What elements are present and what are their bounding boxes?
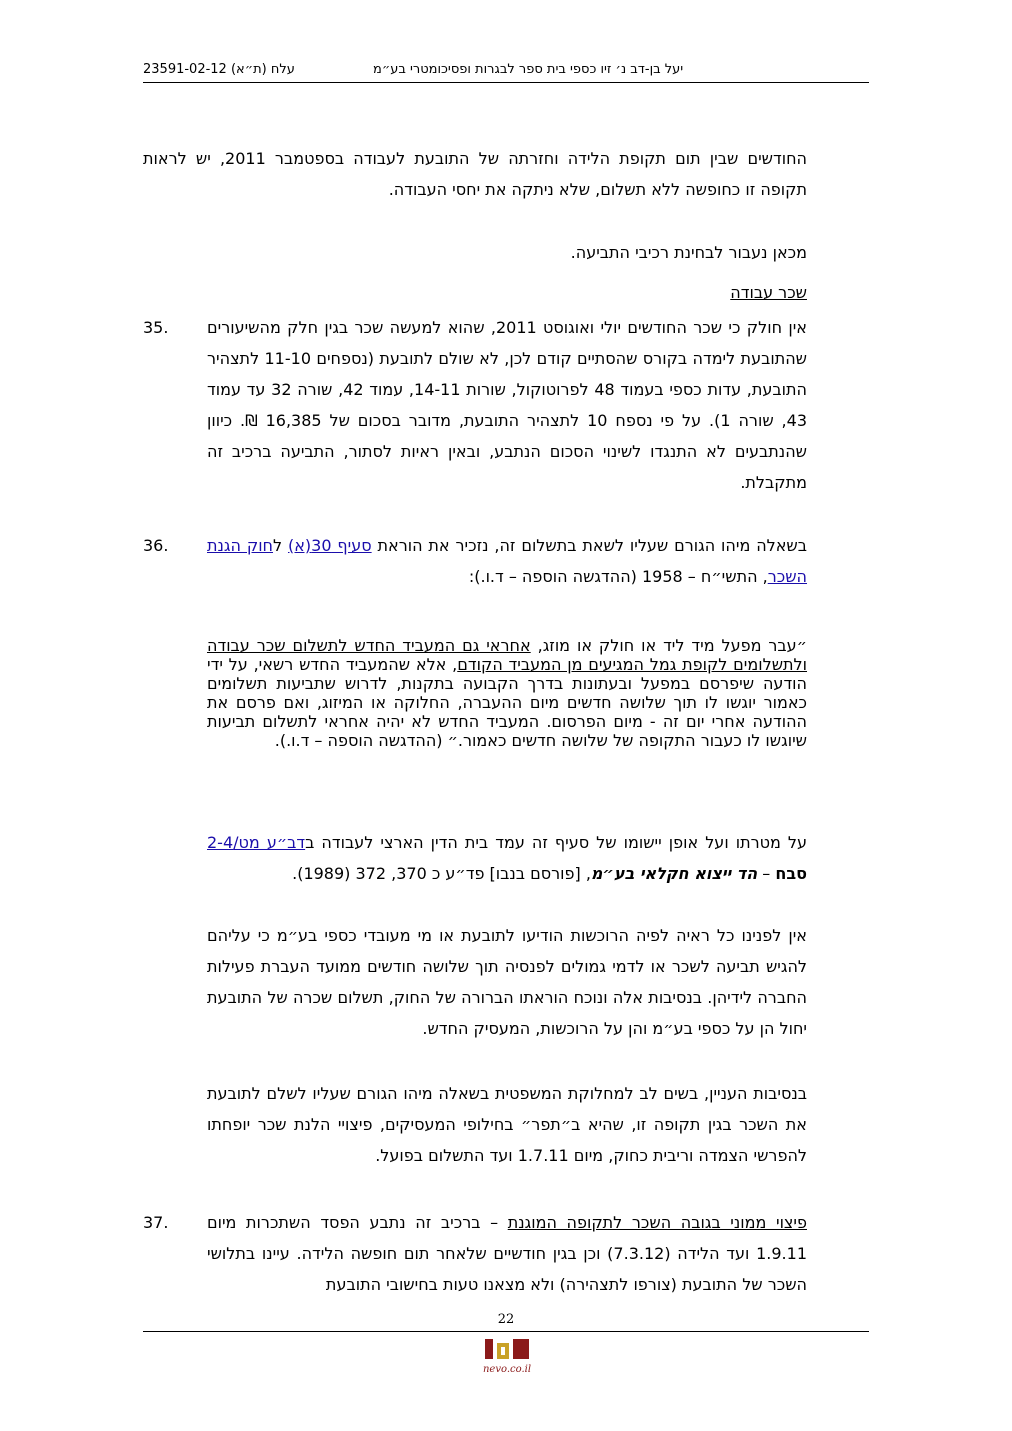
ruling-text-e: , [פורסם בנבו] פד״ע כ 370, 372 (1989). <box>292 864 591 883</box>
p36-text-a: בשאלה מיהו הגורם שעליו לשאת בתשלום זה, נזכיר את הוראת <box>371 536 808 555</box>
paragraph-number-35: 35. <box>143 318 169 337</box>
p36-text-b: ל <box>273 536 288 555</box>
p37-heading: פיצוי ממוני בגובה השכר לתקופה המוגנת <box>507 1213 807 1232</box>
ruling-citation <box>207 827 807 889</box>
logo-text: nevo.co.il <box>482 1364 532 1375</box>
intro-paragraph: החודשים שבין תום תקופת הלידה וחזרתה של התובעת לעבודה בספטמבר 2011, יש לראות תקופה זו כחופשה ללא תשלום, שלא ניתקה את יחסי העבודה. <box>143 149 807 199</box>
link-ruling[interactable]: דב״ע מט/2-4 <box>207 833 306 852</box>
paragraph-35: אין חולק כי שכר החודשים יולי ואוגוסט 2011, שהוא למעשה שכר בגין חלק מהשיעורים שהתובעת לימדה בקורס שהסתיים קודם לכן, לא שולם לתובעת (נספחים 11-10 לתצהיר התובעת, עדות כספי בעמוד 48 לפרוטוקול, שורות 14-11, עמוד 42, שורה 32 עד עמוד 43, שורה 1). על פי נספח 10 לתצהיר התובעת, מדובר בסכום של 16,385 ₪. כיוון שהנתבעים לא התנגדו לשינוי הסכום הנתבע, ובאין ראיות לסתור, התביעה ברכיב זה מתקבלת. <box>207 318 808 492</box>
paragraph-37 <box>207 1207 807 1300</box>
statute-quote <box>207 636 807 750</box>
quote-emphasis: אחראי גם המעביד החדש לתשלום שכר עבודה ולתשלומים לקופת גמל המגיעים מן המעביד הקודם <box>207 636 808 674</box>
quote-text-b: , אלא שהמעביד החדש רשאי, על ידי הודעה שיפרסם במפעל ובעתונות בדרך הקבועה בתקנות, לדרוש שתביעות תשלומים כאמור יוגשו לו תוך שלושה חדשים מיום ההעברה, החלוקה או המיזוג, ואם פרסם את ההודעה אחרי יום זה - מיום הפרסום. המעביד החדש לא יהיה אחראי לתשלום תביעות שיוגשו לו כעבור התקופה של שלושה חדשים כאמור.״ (ההדגשה הוספה – ד.ו.). <box>207 655 807 750</box>
paragraph-number-37: 37. <box>143 1213 169 1232</box>
section-heading: שכר עבודה <box>730 283 807 302</box>
no-evidence-paragraph: אין לפנינו כל ראיה לפיה הרוכשות הודיעו לתובעת או מי מעובדי כספי בע״מ כי עליהם להגיש תביעה לשכר או לדמי גמולים לפנסיה תוך שלושה חודשים ממועד העברת פעילות החברה לידיהן. בנסיבות אלה ונוכח הוראתו הברורה של החוק, תשלום שכרה של התובעת יחול הן על כספי בע״מ והן על הרוכשות, המעסיק החדש. <box>207 926 807 1038</box>
ruling-party-2: הד ייצוא חקלאי בע״מ <box>590 864 758 883</box>
paragraph-number-36: 36. <box>143 536 169 555</box>
case-parties: יעל בן-דב נ׳ זיו כספי בית ספר לבגרות ופסיכומטרי בע״מ <box>373 62 684 77</box>
nevo-logo <box>471 1337 543 1377</box>
paragraph-36 <box>207 530 807 592</box>
ruling-dash: – <box>757 864 776 883</box>
ruling-text-a: על מטרתו ועל אופן יישומו של סעיף זה עמד בית הדין הארצי לעבודה ב <box>305 833 808 852</box>
ruling-party-1: סבח <box>775 864 807 883</box>
p36-text-c: , התשי״ח – 1958 (ההדגשה הוספה – ד.ו.): <box>468 567 768 586</box>
page-header <box>143 60 869 83</box>
case-number: עלח (ת״א) 23591-02-12 <box>143 62 295 77</box>
page-number: 22 <box>497 1312 515 1327</box>
footer-divider <box>143 1331 869 1332</box>
circumstances-paragraph: בנסיבות העניין, בשים לב למחלוקת המשפטית בשאלה מיהו הגורם שעליו לשלם לתובעת את השכר בגין תקופה זו, שהיא ב״תפר״ בחילופי המעסיקים, פיצויי הלנת שכר יופחתו להפרשי הצמדה וריבית כחוק, מיום 1.7.11 ועד התשלום בפועל. <box>207 1084 807 1165</box>
quote-text-a: ״עבר מפעל מיד ליד או חולק או מוזג, <box>530 636 807 655</box>
link-wage-protection-law[interactable]: חוק הגנת השכר <box>207 536 807 586</box>
link-section-30a[interactable]: סעיף 30(א) <box>287 536 372 555</box>
p37-text: – ברכיב זה נתבע הפסד השתכרות מיום 1.9.11 ועד הלידה (7.3.12) וכן בגין חודשיים שלאחר תום חופשה הלידה. עיינו בתלושי השכר של התובעת (צורפו לתצהירה) ולא מצאנו טעות בחישובי התובעת <box>207 1213 807 1294</box>
transition-paragraph: מכאן נעבור לבחינת רכיבי התביעה. <box>570 243 807 262</box>
